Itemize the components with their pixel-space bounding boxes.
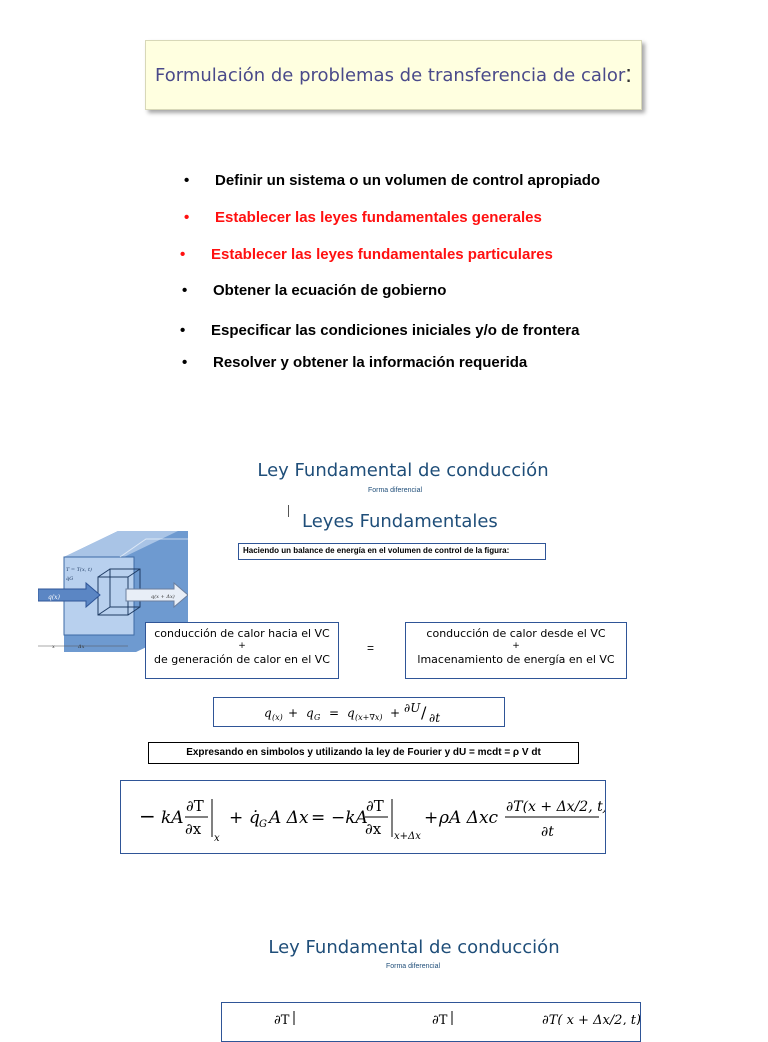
svg-text:(x): (x) <box>272 713 283 722</box>
svg-text:∂t: ∂t <box>429 711 441 725</box>
step-item <box>180 322 580 339</box>
svg-text:∂T: ∂T <box>432 1013 448 1025</box>
symbol-note: Expresando en simbolos y utilizando la ley de Fourier y dU = mcdt = ρ V dt <box>148 742 579 764</box>
svg-text:(x+∇x): (x+∇x) <box>355 713 383 722</box>
bullet-dot: • <box>182 282 188 299</box>
temperature-label: T = T(x, t) <box>66 567 92 573</box>
bullet-dot: • <box>182 354 188 371</box>
step-text: Resolver y obtener la información requerida <box>213 354 528 371</box>
step-text: Especificar las condiciones iniciales y/o de frontera <box>211 322 580 339</box>
right-box-line2: lmacenamiento de energía en el VC <box>417 653 615 666</box>
svg-text:+: + <box>390 706 401 720</box>
svg-text:∂T(x + Δx/2, t): ∂T(x + Δx/2, t) <box>506 799 605 815</box>
step-item <box>180 246 553 263</box>
svg-text:x+Δx: x+Δx <box>394 831 421 842</box>
step-item <box>182 354 528 371</box>
svg-text:G: G <box>259 819 267 830</box>
svg-text:q̇: q̇ <box>249 808 260 828</box>
bullet-dot: • <box>184 172 190 189</box>
step-text: Obtener la ecuación de gobierno <box>213 282 447 299</box>
generation-label: q̇G <box>66 576 74 582</box>
svg-text:∂x: ∂x <box>365 820 382 838</box>
balance-note: Haciendo un balance de energía en el volumen de control de la figura: <box>238 543 546 560</box>
section2-equation-box <box>221 1002 641 1042</box>
title-colon: : <box>625 61 632 88</box>
section2-equation-partial <box>222 1003 640 1025</box>
svg-text:∂t: ∂t <box>541 824 554 840</box>
right-balance-box <box>405 622 627 679</box>
dx-dimension-label: Δx <box>78 644 85 650</box>
step-text: Definir un sistema o un volumen de control apropiado <box>215 172 601 189</box>
svg-text:kA: kA <box>161 808 184 828</box>
bullet-dot: • <box>180 322 186 339</box>
svg-text:=: = <box>311 808 326 828</box>
section2-subheading: Forma diferencial <box>385 963 441 970</box>
svg-text:/: / <box>421 703 427 722</box>
svg-text:−kA: −kA <box>331 808 368 828</box>
cursor-mark <box>288 505 289 517</box>
balance-equals: = <box>367 641 375 655</box>
svg-text:q: q <box>347 706 355 720</box>
right-box-line1: conducción de calor desde el VC <box>426 627 606 640</box>
section1-subtitle: Leyes Fundamentales <box>302 511 498 532</box>
heat-in-label: q(x) <box>48 594 60 601</box>
title-box <box>145 40 642 110</box>
svg-text:=: = <box>329 706 340 720</box>
x-dimension-label: x <box>52 644 55 650</box>
left-box-line1: conducción de calor hacia el VC <box>154 627 330 640</box>
bullet-dot: • <box>184 209 190 226</box>
left-box-line2: de generación de calor en el VC <box>154 653 330 666</box>
svg-text:∂U: ∂U <box>404 701 421 715</box>
step-item <box>182 282 447 299</box>
differential-equation-box <box>120 780 606 854</box>
energy-balance-equation <box>214 698 504 726</box>
svg-text:∂T: ∂T <box>186 797 204 815</box>
svg-text:∂x: ∂x <box>185 820 202 838</box>
differential-equation <box>121 781 605 853</box>
heat-out-label: q(x + Δx) <box>151 594 175 600</box>
step-item <box>184 172 601 189</box>
svg-text:∂T: ∂T <box>366 797 384 815</box>
svg-text:−: − <box>139 804 156 828</box>
svg-text:x: x <box>214 833 220 844</box>
step-text: Establecer las leyes fundamentales generales <box>215 209 542 226</box>
svg-text:q: q <box>306 706 314 720</box>
svg-text:+: + <box>424 808 439 828</box>
section1-heading: Ley Fundamental de conducción <box>257 460 549 481</box>
svg-text:∂T( x + Δx/2, t): ∂T( x + Δx/2, t) <box>542 1013 640 1025</box>
step-item <box>184 209 542 226</box>
page-title: Formulación de problemas de transferencia de calor <box>155 64 626 86</box>
svg-text:+: + <box>229 808 244 828</box>
svg-text:+: + <box>288 706 299 720</box>
right-box-plus: + <box>512 641 520 651</box>
bullet-dot: • <box>180 246 186 263</box>
left-balance-box <box>145 622 339 679</box>
step-text: Establecer las leyes fundamentales particulares <box>211 246 553 263</box>
svg-text:G: G <box>314 713 321 722</box>
svg-text:q: q <box>264 706 272 720</box>
svg-text:∂T: ∂T <box>274 1013 290 1025</box>
section1-subheading: Forma diferencial <box>367 487 423 494</box>
section2-heading: Ley Fundamental de conducción <box>268 937 560 958</box>
svg-text:ρA Δxc: ρA Δxc <box>439 808 499 828</box>
left-box-plus: + <box>238 641 246 651</box>
svg-text:A Δx: A Δx <box>269 808 309 828</box>
energy-balance-equation-box <box>213 697 505 727</box>
